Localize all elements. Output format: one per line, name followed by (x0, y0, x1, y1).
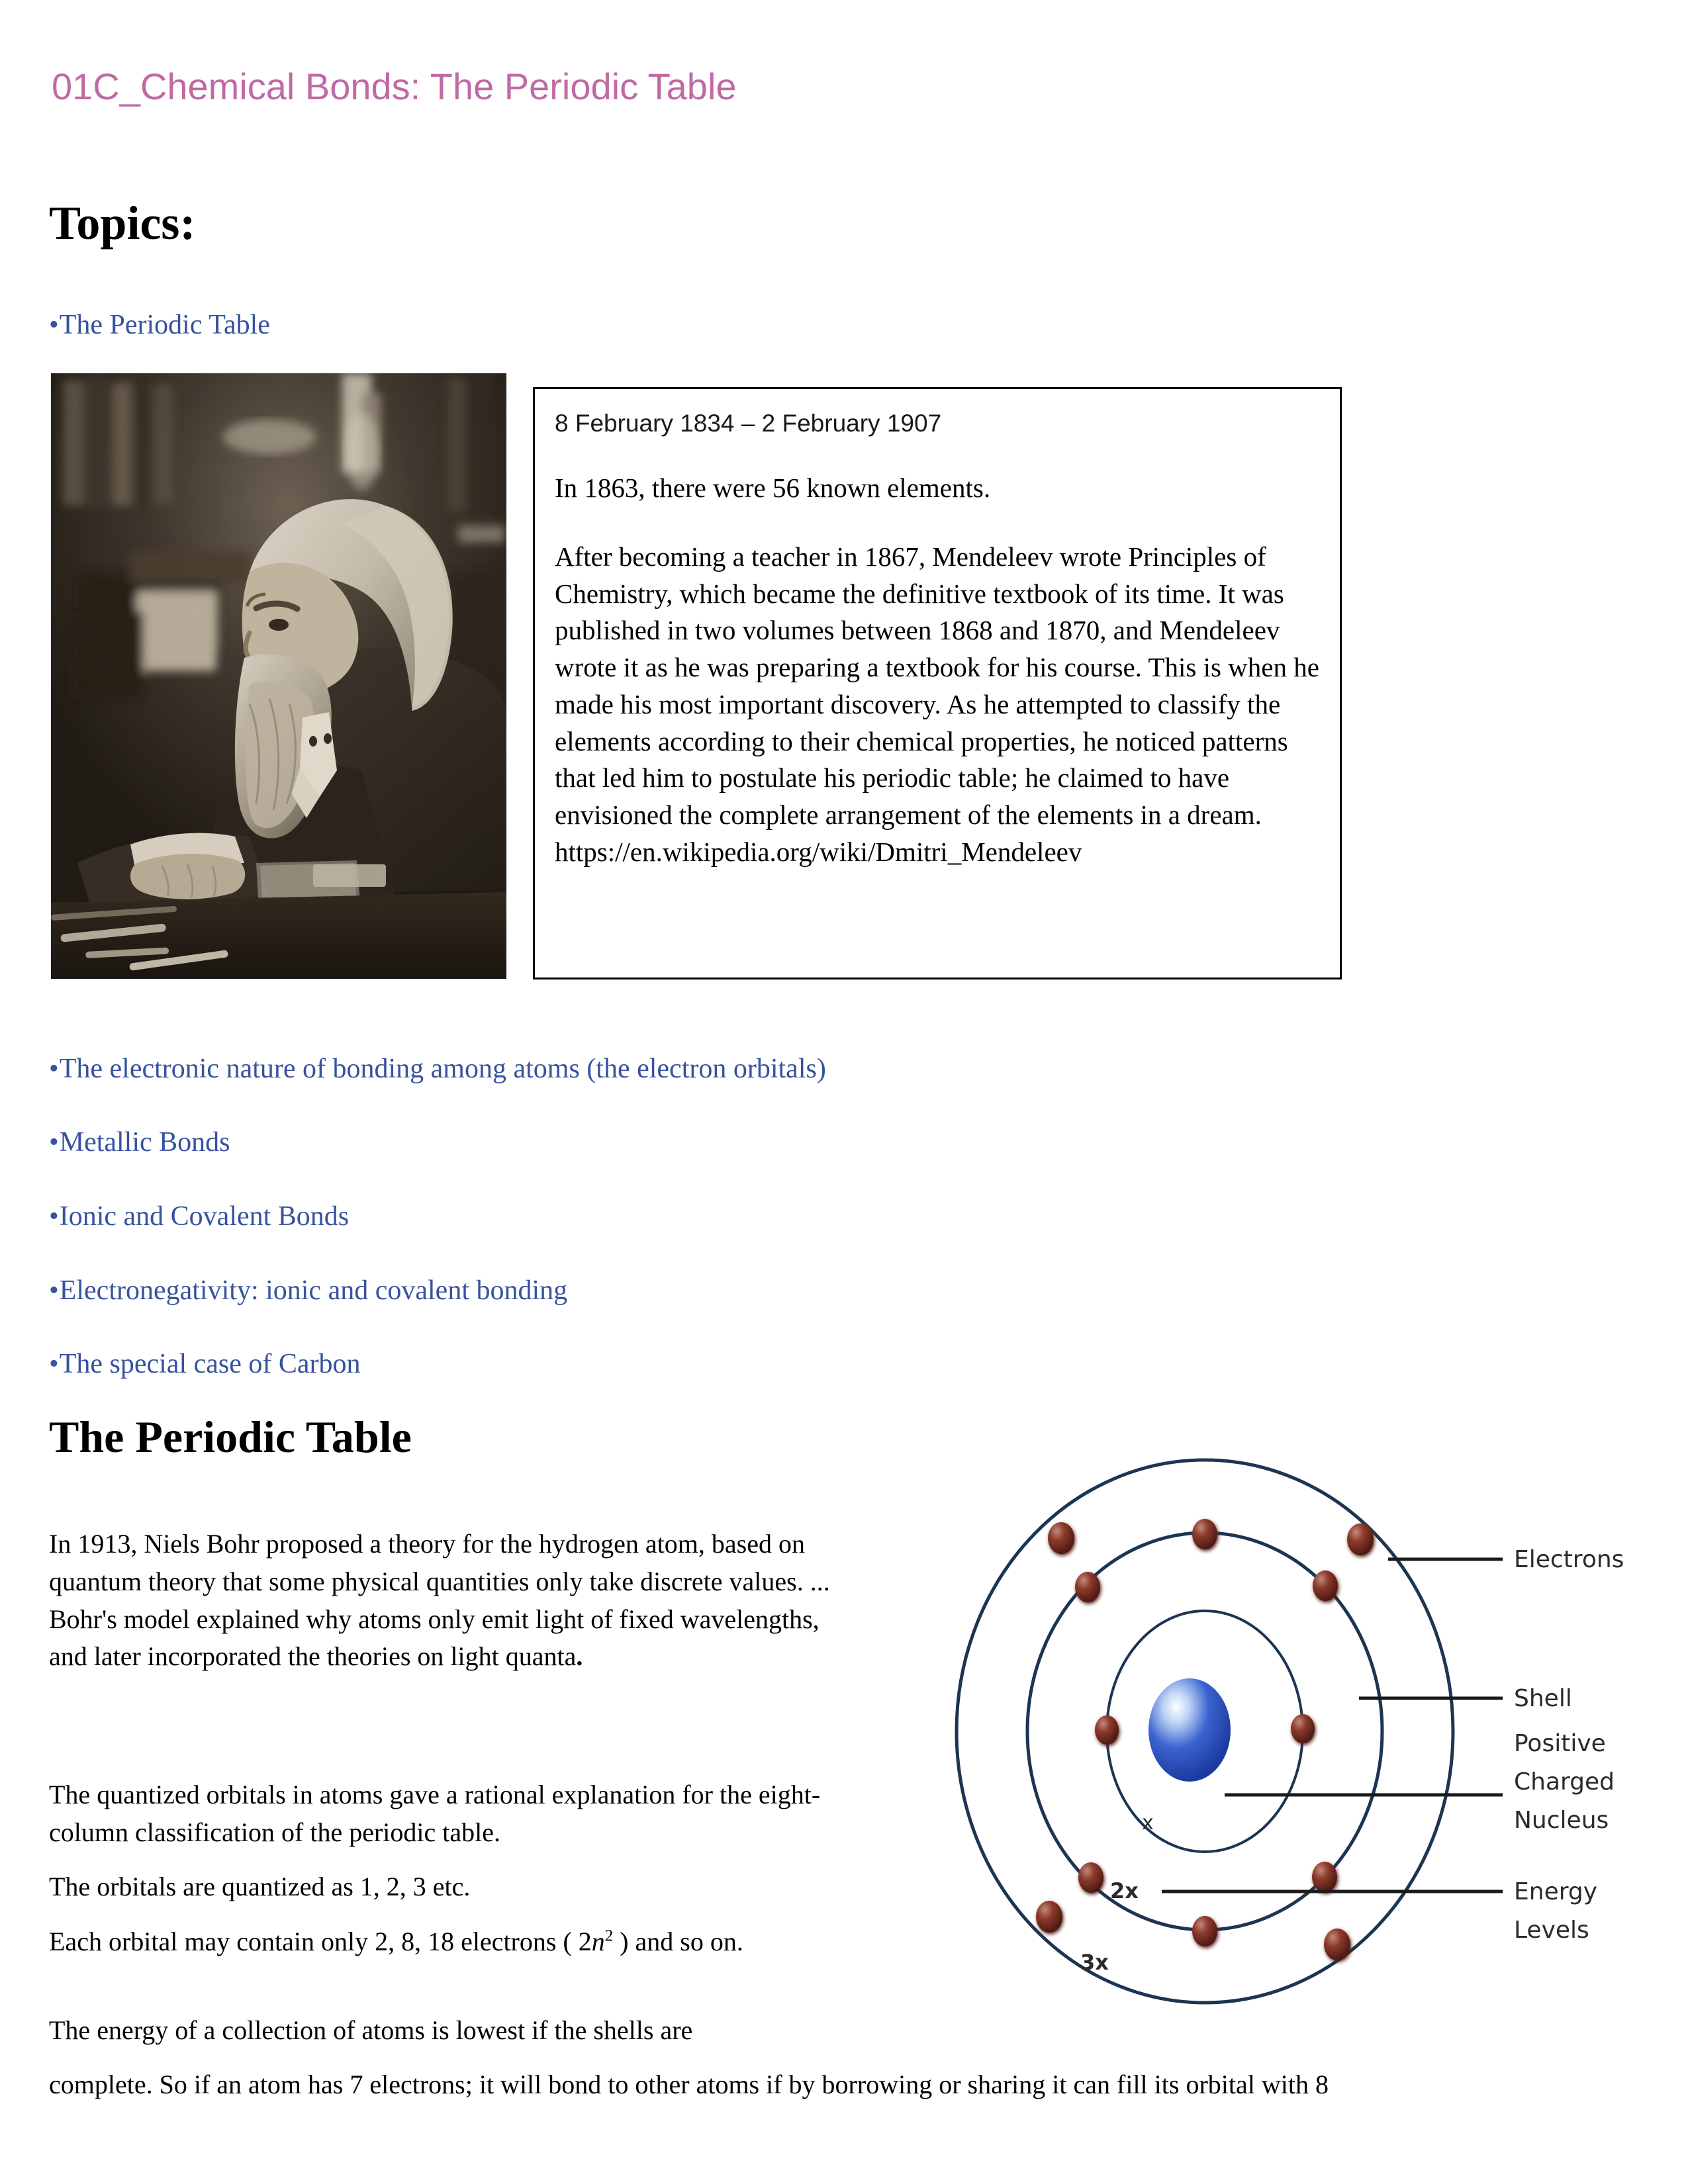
document-title: 01C_Chemical Bonds: The Periodic Table (52, 66, 737, 107)
label-electrons: Electrons (1514, 1546, 1624, 1573)
formula-base: 2 (578, 1927, 592, 1956)
bullet-dot-icon: • (49, 1127, 59, 1158)
bullet-dot-icon: • (49, 1054, 59, 1084)
topic-bullet-label: The electronic nature of bonding among atoms (the electron orbitals) (59, 1054, 826, 1084)
label-nucleus-line1: Positive (1514, 1730, 1606, 1757)
nucleus-sphere (1149, 1678, 1231, 1782)
formula-2n-squared (572, 1927, 620, 1956)
bullet-dot-icon: • (49, 310, 59, 340)
formula-exponent: 2 (604, 1927, 614, 1945)
bullet-dot-icon: • (49, 1349, 59, 1379)
bullet-dot-icon: • (49, 1275, 59, 1306)
wikipedia-source-url: https://en.wikipedia.org/wiki/Dmitri_Mendeleev (555, 836, 1082, 867)
mendeleev-date-range: 8 February 1834 – 2 February 1907 (555, 410, 942, 437)
mendeleev-info-box (533, 387, 1342, 979)
topic-bullet-electronic-nature (49, 1054, 826, 1084)
paragraph-electron-capacity (49, 1923, 863, 1961)
paragraph-bohr-theory-text: In 1913, Niels Bohr proposed a theory for the hydrogen atom, based on quantum theory that some physical quantities only take discrete values. ... Bohr's model explained why atoms only emit light of fixed wavelengths, and later incorporated the theories on light quanta (49, 1529, 830, 1672)
label-nucleus-line3: Nucleus (1514, 1807, 1609, 1834)
mendeleev-photo (51, 373, 506, 979)
shell-marker-3x: 3x (1080, 1950, 1109, 1975)
paragraph-bohr-theory (49, 1525, 863, 1676)
label-shell: Shell (1514, 1685, 1572, 1712)
topic-bullet-label: Ionic and Covalent Bonds (59, 1201, 350, 1232)
topic-bullet-label: Metallic Bonds (59, 1127, 230, 1158)
topic-bullet-electronegativity (49, 1275, 567, 1306)
paragraph-orbital-numbers: The orbitals are quantized as 1, 2, 3 etc. (49, 1872, 471, 1901)
section-heading-periodic-table: The Periodic Table (49, 1412, 412, 1462)
mendeleev-biography: After becoming a teacher in 1867, Mendeleev wrote Principles of Chemistry, which became the definitive textbook of its time. It was published in two volumes between 1868 and 1870, and Mendeleev wrote it as he was preparing a textbook for his course. This is when he made his most important discovery. As he attempted to classify the elements according to their chemical properties, he noticed patterns that led him to postulate his periodic table; he claimed to have envisioned the complete arrangement of the elements in a dream. (555, 541, 1319, 831)
topic-bullet-periodic-table (49, 310, 270, 340)
paragraph-bohr-theory-period: . (576, 1641, 583, 1672)
topic-bullet-metallic-bonds (49, 1127, 230, 1158)
topic-bullet-label: Electronegativity: ionic and covalent bonding (59, 1275, 568, 1306)
paragraph-energy-line-2: complete. So if an atom has 7 electrons; it will bond to other atoms if by borrowing or sharing it can fill its orbital with 8 (49, 2070, 1329, 2099)
topic-bullet-ionic-covalent (49, 1201, 349, 1232)
topics-heading: Topics: (49, 197, 196, 250)
electron-capacity-suffix: ) and so on. (620, 1927, 743, 1956)
known-elements-line: In 1863, there were 56 known elements. (555, 473, 991, 504)
electron-capacity-prefix: Each orbital may contain only 2, 8, 18 electrons ( (49, 1927, 572, 1956)
bohr-atom-diagram (943, 1453, 1662, 2009)
shell-marker-x: x (1142, 1811, 1154, 1835)
paragraph-quantized-orbitals: The quantized orbitals in atoms gave a rational explanation for the eight-column classification of the periodic table. (49, 1780, 821, 1847)
formula-variable: n (591, 1927, 605, 1956)
topic-bullet-label: The special case of Carbon (59, 1349, 361, 1379)
topic-bullet-carbon (49, 1349, 361, 1379)
paragraph-energy-line-1: The energy of a collection of atoms is lowest if the shells are (49, 2015, 693, 2045)
label-energy-line1: Energy (1514, 1878, 1598, 1905)
topic-bullet-label: The Periodic Table (59, 310, 270, 340)
bullet-dot-icon: • (49, 1201, 59, 1232)
label-nucleus-line2: Charged (1514, 1768, 1615, 1796)
label-energy-line2: Levels (1514, 1917, 1589, 1944)
shell-marker-2x: 2x (1110, 1878, 1139, 1903)
